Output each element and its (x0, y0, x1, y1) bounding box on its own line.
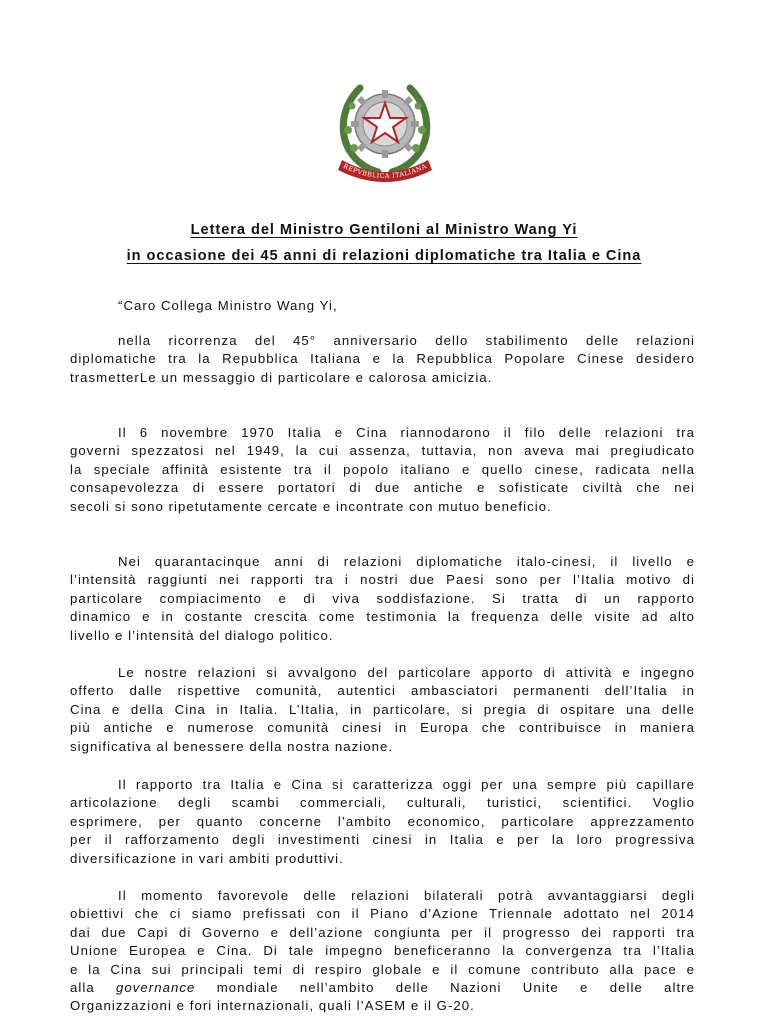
paragraph-line: Le nostre relazioni si avvalgono del particolare apporto di attività e ingegno (118, 665, 695, 680)
paragraph-line: e la Cina sui principali temi di respiro globale e il comune contributo alla pace e (70, 961, 695, 977)
paragraph-line: articolazione degli scambi commerciali, culturali, turistici, scientifici. Voglio (70, 795, 695, 811)
paragraph-line: secoli si sono ripetutamente cercate e incontrate con mutuo beneficio. (70, 498, 552, 514)
emblem-ribbon-text: REPVBBLICA ITALIANA (341, 162, 429, 181)
title-line-1: Lettera del Ministro Gentiloni al Ministro Wang Yi (190, 222, 578, 238)
paragraph-line: Il momento favorevole delle relazioni bilaterali potrà avvantaggiarsi degli (118, 888, 695, 903)
paragraph-6 (70, 887, 695, 1016)
paragraph-line: l’intensità raggiunti nei rapporti tra i nostri due Paesi sono per l’Italia motivo di (70, 572, 695, 588)
paragraph-line: nella ricorrenza del 45° anniversario dello stabilimento delle relazioni (118, 333, 695, 348)
paragraph-line: significativa al benessere della nostra nazione. (70, 738, 394, 754)
paragraph-line: diplomatiche tra la Repubblica Italiana e la Repubblica Popolare Cinese desidero (70, 351, 695, 367)
paragraph-line: dai due Capi di Governo e dell’azione congiunta per il progresso dei rapporti tra (70, 924, 695, 940)
paragraph-line: diversificazione in vari ambiti produttivi. (70, 850, 344, 866)
svg-text:REPVBBLICA ITALIANA (342, 162, 428, 180)
paragraph-line: esprimere, per quanto concerne l’ambito economico, particolare apprezzamento (70, 813, 695, 829)
paragraph-line: dinamico e in costante crescita come testimonia la frequenza delle visite ad alto (70, 609, 695, 625)
paragraph-4 (70, 664, 695, 756)
paragraph-line (70, 979, 695, 997)
paragraph-1 (70, 332, 695, 387)
paragraph-line: Nei quarantacinque anni di relazioni diplomatiche italo-cinesi, il livello e (118, 554, 695, 569)
paragraph-line: trasmetterLe un messaggio di particolare e calorosa amicizia. (70, 369, 493, 385)
paragraph-line: Organizzazioni e fori internazionali, quali l’ASEM e il G-20. (70, 998, 475, 1014)
text-run: mondiale nell’ambito delle Nazioni Unite e delle altre (216, 980, 696, 996)
paragraph-line: la speciale affinità esistente tra il popolo italiano e quello cinese, radicata nella (70, 461, 695, 477)
emblem-icon (334, 72, 436, 184)
paragraph-line: governi spezzatosi nel 1949, la cui assenza, tuttavia, non aveva mai pregiudicato (70, 443, 695, 459)
paragraph-line: Unione Europea e Cina. Di tale impegno beneficeranno la convergenza tra l’Italia (70, 943, 695, 959)
paragraph-line: Il 6 novembre 1970 Italia e Cina riannodarono il filo delle relazioni tra (118, 425, 695, 440)
paragraph-line: consapevolezza di essere portatori di due antiche e sofisticate civiltà che nei (70, 480, 695, 496)
paragraph-line: livello e l’intensità del dialogo politico. (70, 627, 334, 643)
title-line-2: in occasione dei 45 anni di relazioni diplomatiche tra Italia e Cina (126, 248, 642, 264)
paragraph-3 (70, 553, 695, 645)
paragraph-5 (70, 776, 695, 868)
paragraph-line: Il rapporto tra Italia e Cina si caratterizza oggi per una sempre più capillare (118, 777, 695, 792)
paragraph-line: particolare compiacimento e di viva soddisfazione. Si tratta di un rapporto (70, 590, 695, 606)
salutation: “Caro Collega Ministro Wang Yi, (118, 298, 338, 313)
italic-term: governance (116, 980, 196, 996)
paragraph-line: offerto dalle rispettive comunità, autentici ambasciatori permanenti dell’Italia in (70, 683, 695, 699)
paragraph-2 (70, 424, 695, 516)
text-run: alla (70, 980, 95, 996)
paragraph-line: più antiche e numerose comunità cinesi in Europa che contribuisce in maniera (70, 720, 695, 736)
paragraph-line: per il rafforzamento degli investimenti cinesi in Italia e per la loro progressiva (70, 832, 695, 848)
paragraph-line: Cina e della Cina in Italia. L’Italia, in particolare, si pregia di ospitare una delle (70, 701, 695, 717)
paragraph-line: obiettivi che ci siamo prefissati con il Piano d’Azione Triennale adottato nel 2014 (70, 906, 695, 922)
